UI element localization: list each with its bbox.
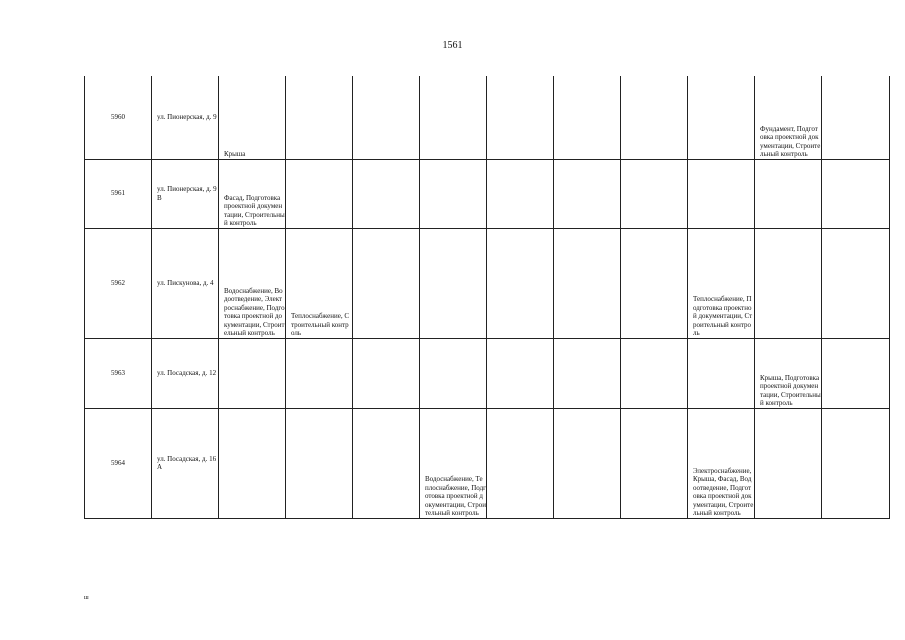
footer-mark: ш	[84, 595, 89, 601]
address-cell: ул. Посадская, д. 16А	[152, 408, 219, 518]
table-cell	[286, 159, 353, 228]
table-cell	[353, 159, 420, 228]
table-cell	[554, 159, 621, 228]
table-cell	[554, 76, 621, 159]
address-cell: ул. Пискунова, д. 4	[152, 228, 219, 338]
table-row	[85, 228, 890, 338]
row-number: 5962	[85, 228, 152, 338]
table-cell	[420, 228, 487, 338]
table-cell	[621, 338, 688, 408]
table-cell	[286, 338, 353, 408]
table-cell: Крыша	[219, 76, 286, 159]
work-schedule-table	[84, 76, 890, 519]
table-cell	[219, 408, 286, 518]
table-cell	[755, 408, 822, 518]
table-cell: Электроснабжение, Крыша, Фасад, Водоотведение, Подготовка проектной документации, Строительный контроль	[688, 408, 755, 518]
table-cell	[621, 76, 688, 159]
table-cell	[487, 338, 554, 408]
table-cell	[353, 338, 420, 408]
table-cell	[286, 76, 353, 159]
table-cell	[286, 408, 353, 518]
row-number: 5961	[85, 159, 152, 228]
table-cell	[219, 338, 286, 408]
table-cell	[755, 228, 822, 338]
table-cell	[353, 76, 420, 159]
table-cell	[487, 228, 554, 338]
table-cell	[353, 228, 420, 338]
table-cell	[420, 338, 487, 408]
table-row	[85, 408, 890, 518]
table-cell: Водоснабжение, Теплоснабжение, Подготовка проектной документации, Строительный контроль	[420, 408, 487, 518]
table-cell: Водоснабжение, Водоотведение, Электроснабжение, Подготовка проектной документации, Строительный контроль	[219, 228, 286, 338]
table-cell	[554, 338, 621, 408]
table-cell: Фундамент, Подготовка проектной документации, Строительный контроль	[755, 76, 822, 159]
table-cell	[822, 338, 890, 408]
table-cell	[621, 159, 688, 228]
table-cell	[554, 228, 621, 338]
row-number: 5960	[85, 76, 152, 159]
table-cell	[420, 76, 487, 159]
table-cell	[822, 159, 890, 228]
table-cell: Теплоснабжение, Строительный контроль	[286, 228, 353, 338]
table-cell	[420, 159, 487, 228]
table-cell	[688, 76, 755, 159]
address-cell: ул. Посадская, д. 12	[152, 338, 219, 408]
table-row	[85, 338, 890, 408]
table-cell	[621, 228, 688, 338]
table-cell	[487, 76, 554, 159]
table-cell	[755, 159, 822, 228]
table-cell: Теплоснабжение, Подготовка проектной документации, Строительный контроль	[688, 228, 755, 338]
table-cell	[822, 408, 890, 518]
table-cell	[353, 408, 420, 518]
table-cell	[822, 228, 890, 338]
table-cell	[688, 338, 755, 408]
address-cell: ул. Пионерская, д. 9В	[152, 159, 219, 228]
row-number: 5963	[85, 338, 152, 408]
table-cell	[822, 76, 890, 159]
table-cell: Фасад, Подготовка проектной документации, Строительный контроль	[219, 159, 286, 228]
table-cell	[554, 408, 621, 518]
row-number: 5964	[85, 408, 152, 518]
table-row	[85, 76, 890, 159]
table-row	[85, 159, 890, 228]
table-cell	[487, 159, 554, 228]
address-cell: ул. Пионерская, д. 9	[152, 76, 219, 159]
table-cell	[688, 159, 755, 228]
table-cell: Крыша, Подготовка проектной документации, Строительный контроль	[755, 338, 822, 408]
table-cell	[621, 408, 688, 518]
page-number: 1561	[442, 40, 463, 51]
table-cell	[487, 408, 554, 518]
